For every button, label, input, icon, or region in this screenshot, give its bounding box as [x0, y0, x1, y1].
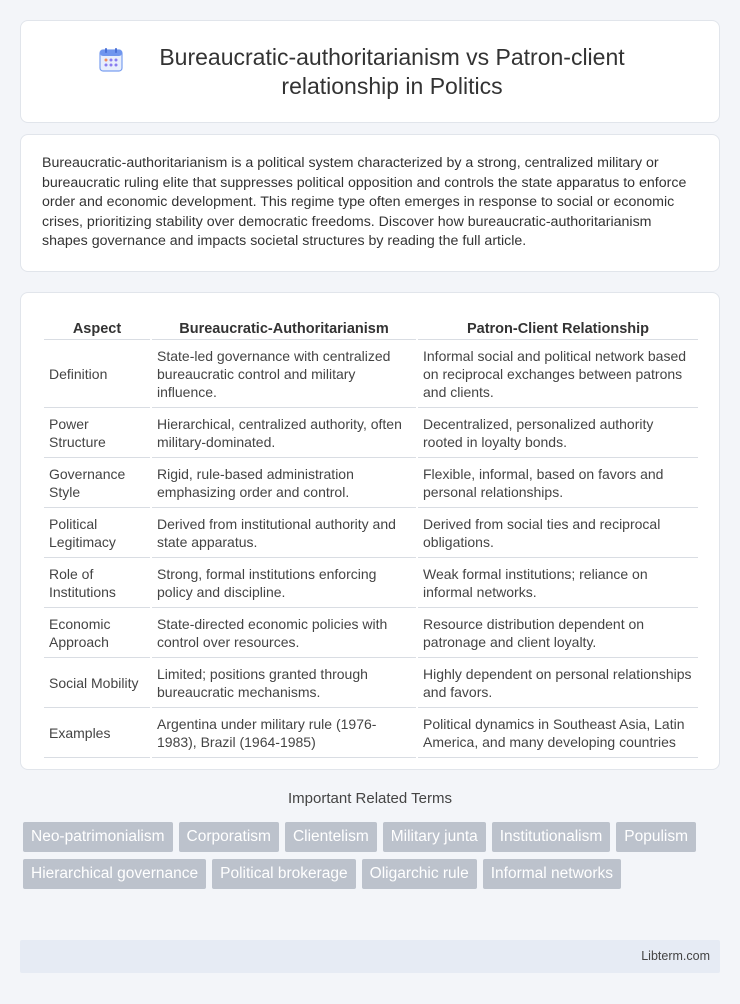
row-bureaucratic-value: Limited; positions granted through bureaucratic mechanisms.: [152, 660, 416, 708]
row-patron-value: Informal social and political network based on reciprocal exchanges between patrons and clients.: [418, 342, 698, 408]
row-bureaucratic-value: State-directed economic policies with control over resources.: [152, 610, 416, 658]
intro-card: [20, 134, 720, 272]
table-row: [44, 560, 698, 608]
row-aspect: Governance Style: [44, 460, 150, 508]
table-row: [44, 460, 698, 508]
row-aspect: Social Mobility: [44, 660, 150, 708]
related-term-tag[interactable]: Hierarchical governance: [23, 859, 206, 889]
row-aspect: Definition: [44, 342, 150, 408]
row-bureaucratic-value: Argentina under military rule (1976-1983), Brazil (1964-1985): [152, 710, 416, 758]
footer: [20, 940, 720, 973]
table-header-row: [44, 313, 698, 340]
table-row: [44, 660, 698, 708]
related-term-tag[interactable]: Neo-patrimonialism: [23, 822, 173, 852]
related-term-tag[interactable]: Populism: [616, 822, 696, 852]
row-bureaucratic-value: State-led governance with centralized bureaucratic control and military influence.: [152, 342, 416, 408]
table-row: [44, 342, 698, 408]
row-patron-value: Highly dependent on personal relationships and favors.: [418, 660, 698, 708]
table-row: [44, 510, 698, 558]
row-bureaucratic-value: Rigid, rule-based administration emphasizing order and control.: [152, 460, 416, 508]
table-row: [44, 710, 698, 758]
related-term-tag[interactable]: Military junta: [383, 822, 486, 852]
table-row: [44, 410, 698, 458]
row-bureaucratic-value: Derived from institutional authority and state apparatus.: [152, 510, 416, 558]
row-aspect: Economic Approach: [44, 610, 150, 658]
related-term-tag[interactable]: Informal networks: [483, 859, 621, 889]
header-card: [20, 20, 720, 123]
comparison-card: [20, 292, 720, 770]
related-term-tag[interactable]: Clientelism: [285, 822, 377, 852]
column-header-bureaucratic-authoritarianism: Bureaucratic-Authoritarianism: [152, 313, 416, 340]
row-aspect: Political Legitimacy: [44, 510, 150, 558]
related-terms-list: [23, 822, 723, 896]
row-patron-value: Resource distribution dependent on patronage and client loyalty.: [418, 610, 698, 658]
row-patron-value: Decentralized, personalized authority rooted in loyalty bonds.: [418, 410, 698, 458]
row-bureaucratic-value: Strong, formal institutions enforcing policy and discipline.: [152, 560, 416, 608]
column-header-patron-client: Patron-Client Relationship: [418, 313, 698, 340]
row-bureaucratic-value: Hierarchical, centralized authority, often military-dominated.: [152, 410, 416, 458]
footer-site-link[interactable]: Libterm.com: [641, 949, 710, 963]
row-patron-value: Political dynamics in Southeast Asia, Latin America, and many developing countries: [418, 710, 698, 758]
related-term-tag[interactable]: Political brokerage: [212, 859, 356, 889]
calendar-icon: [98, 47, 124, 73]
row-patron-value: Weak formal institutions; reliance on informal networks.: [418, 560, 698, 608]
header: [98, 43, 642, 101]
related-term-tag[interactable]: Corporatism: [179, 822, 279, 852]
page-title: Bureaucratic-authoritarianism vs Patron-client relationship in Politics: [159, 43, 625, 99]
column-header-aspect: Aspect: [44, 313, 150, 340]
row-aspect: Power Structure: [44, 410, 150, 458]
table-row: [44, 610, 698, 658]
intro-paragraph: Bureaucratic-authoritarianism is a political system characterized by a strong, centralized military or bureaucratic ruling elite that suppresses political opposition and controls the state apparatus to enforce order and economic development. This regime type often emerges in response to social or economic crises, prioritizing stability over democratic freedoms. Discover how bureaucratic-authoritarianism shapes governance and impacts societal structures by reading the full article.: [42, 155, 687, 249]
row-patron-value: Derived from social ties and reciprocal obligations.: [418, 510, 698, 558]
comparison-table: [42, 311, 700, 760]
row-aspect: Role of Institutions: [44, 560, 150, 608]
related-terms-title: Important Related Terms: [288, 790, 452, 807]
row-aspect: Examples: [44, 710, 150, 758]
related-term-tag[interactable]: Institutionalism: [492, 822, 611, 852]
related-term-tag[interactable]: Oligarchic rule: [362, 859, 477, 889]
row-patron-value: Flexible, informal, based on favors and personal relationships.: [418, 460, 698, 508]
